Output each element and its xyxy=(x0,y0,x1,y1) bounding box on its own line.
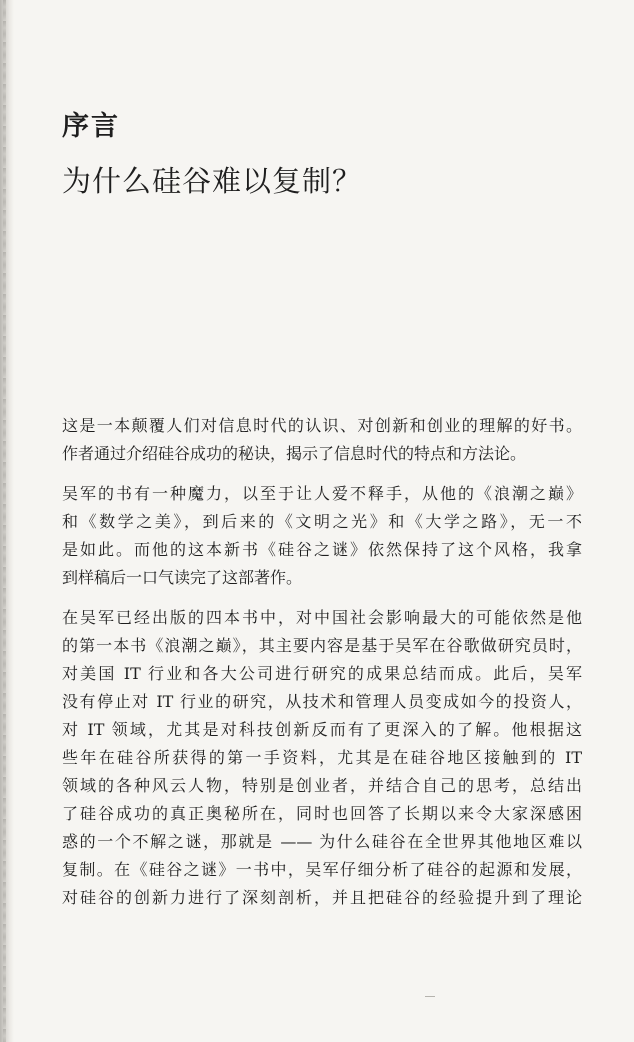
scan-speck xyxy=(425,996,435,997)
paragraph-3 xyxy=(62,604,582,912)
text-line: 对美国 IT 行业和各大公司进行研究的成果总结而成。此后，吴军 xyxy=(62,664,582,683)
scan-binding-stripe xyxy=(3,0,6,1042)
text-line: 在吴军已经出版的四本书中，对中国社会影响最大的可能依然是他 xyxy=(62,608,582,627)
text-line: 作者通过介绍硅谷成功的秘诀，揭示了信息时代的特点和方法论。 xyxy=(62,444,527,463)
text-line: 和《数学之美》，到后来的《文明之光》和《大学之路》，无一不 xyxy=(62,512,582,531)
chapter-title: 为什么硅谷难以复制？ xyxy=(62,164,363,198)
paragraph-1 xyxy=(62,412,582,468)
text-line: 复制。在《硅谷之谜》一书中，吴军仔细分析了硅谷的起源和发展， xyxy=(62,860,582,879)
text-line: 些年在硅谷所获得的第一手资料，尤其是在硅谷地区接触到的 IT xyxy=(62,748,582,767)
body-text xyxy=(62,412,582,924)
text-line: 了硅谷成功的真正奥秘所在，同时也回答了长期以来令大家深感困 xyxy=(62,804,582,823)
paragraph-2 xyxy=(62,480,582,592)
text-line: 这是一本颠覆人们对信息时代的认识、对创新和创业的理解的好书。 xyxy=(62,416,582,435)
text-line: 是如此。而他的这本新书《硅谷之谜》依然保持了这个风格，我拿 xyxy=(62,540,582,559)
text-line: 领域的各种风云人物，特别是创业者，并结合自己的思考，总结出 xyxy=(62,776,582,795)
section-label: 序言 xyxy=(62,111,120,142)
text-line: 的第一本书《浪潮之巅》，其主要内容是基于吴军在谷歌做研究员时， xyxy=(62,636,582,655)
text-line: 到样稿后一口气读完了这部著作。 xyxy=(62,568,303,587)
text-line: 对硅谷的创新力进行了深刻剖析，并且把硅谷的经验提升到了理论 xyxy=(62,888,582,907)
text-line: 没有停止对 IT 行业的研究，从技术和管理人员变成如今的投资人， xyxy=(62,692,582,711)
text-line: 对 IT 领域，尤其是对科技创新反而有了更深入的了解。他根据这 xyxy=(62,720,582,739)
text-line: 惑的一个不解之谜，那就是 —— 为什么硅谷在全世界其他地区难以 xyxy=(62,832,582,851)
text-line: 吴军的书有一种魔力，以至于让人爱不释手，从他的《浪潮之巅》 xyxy=(62,484,582,503)
